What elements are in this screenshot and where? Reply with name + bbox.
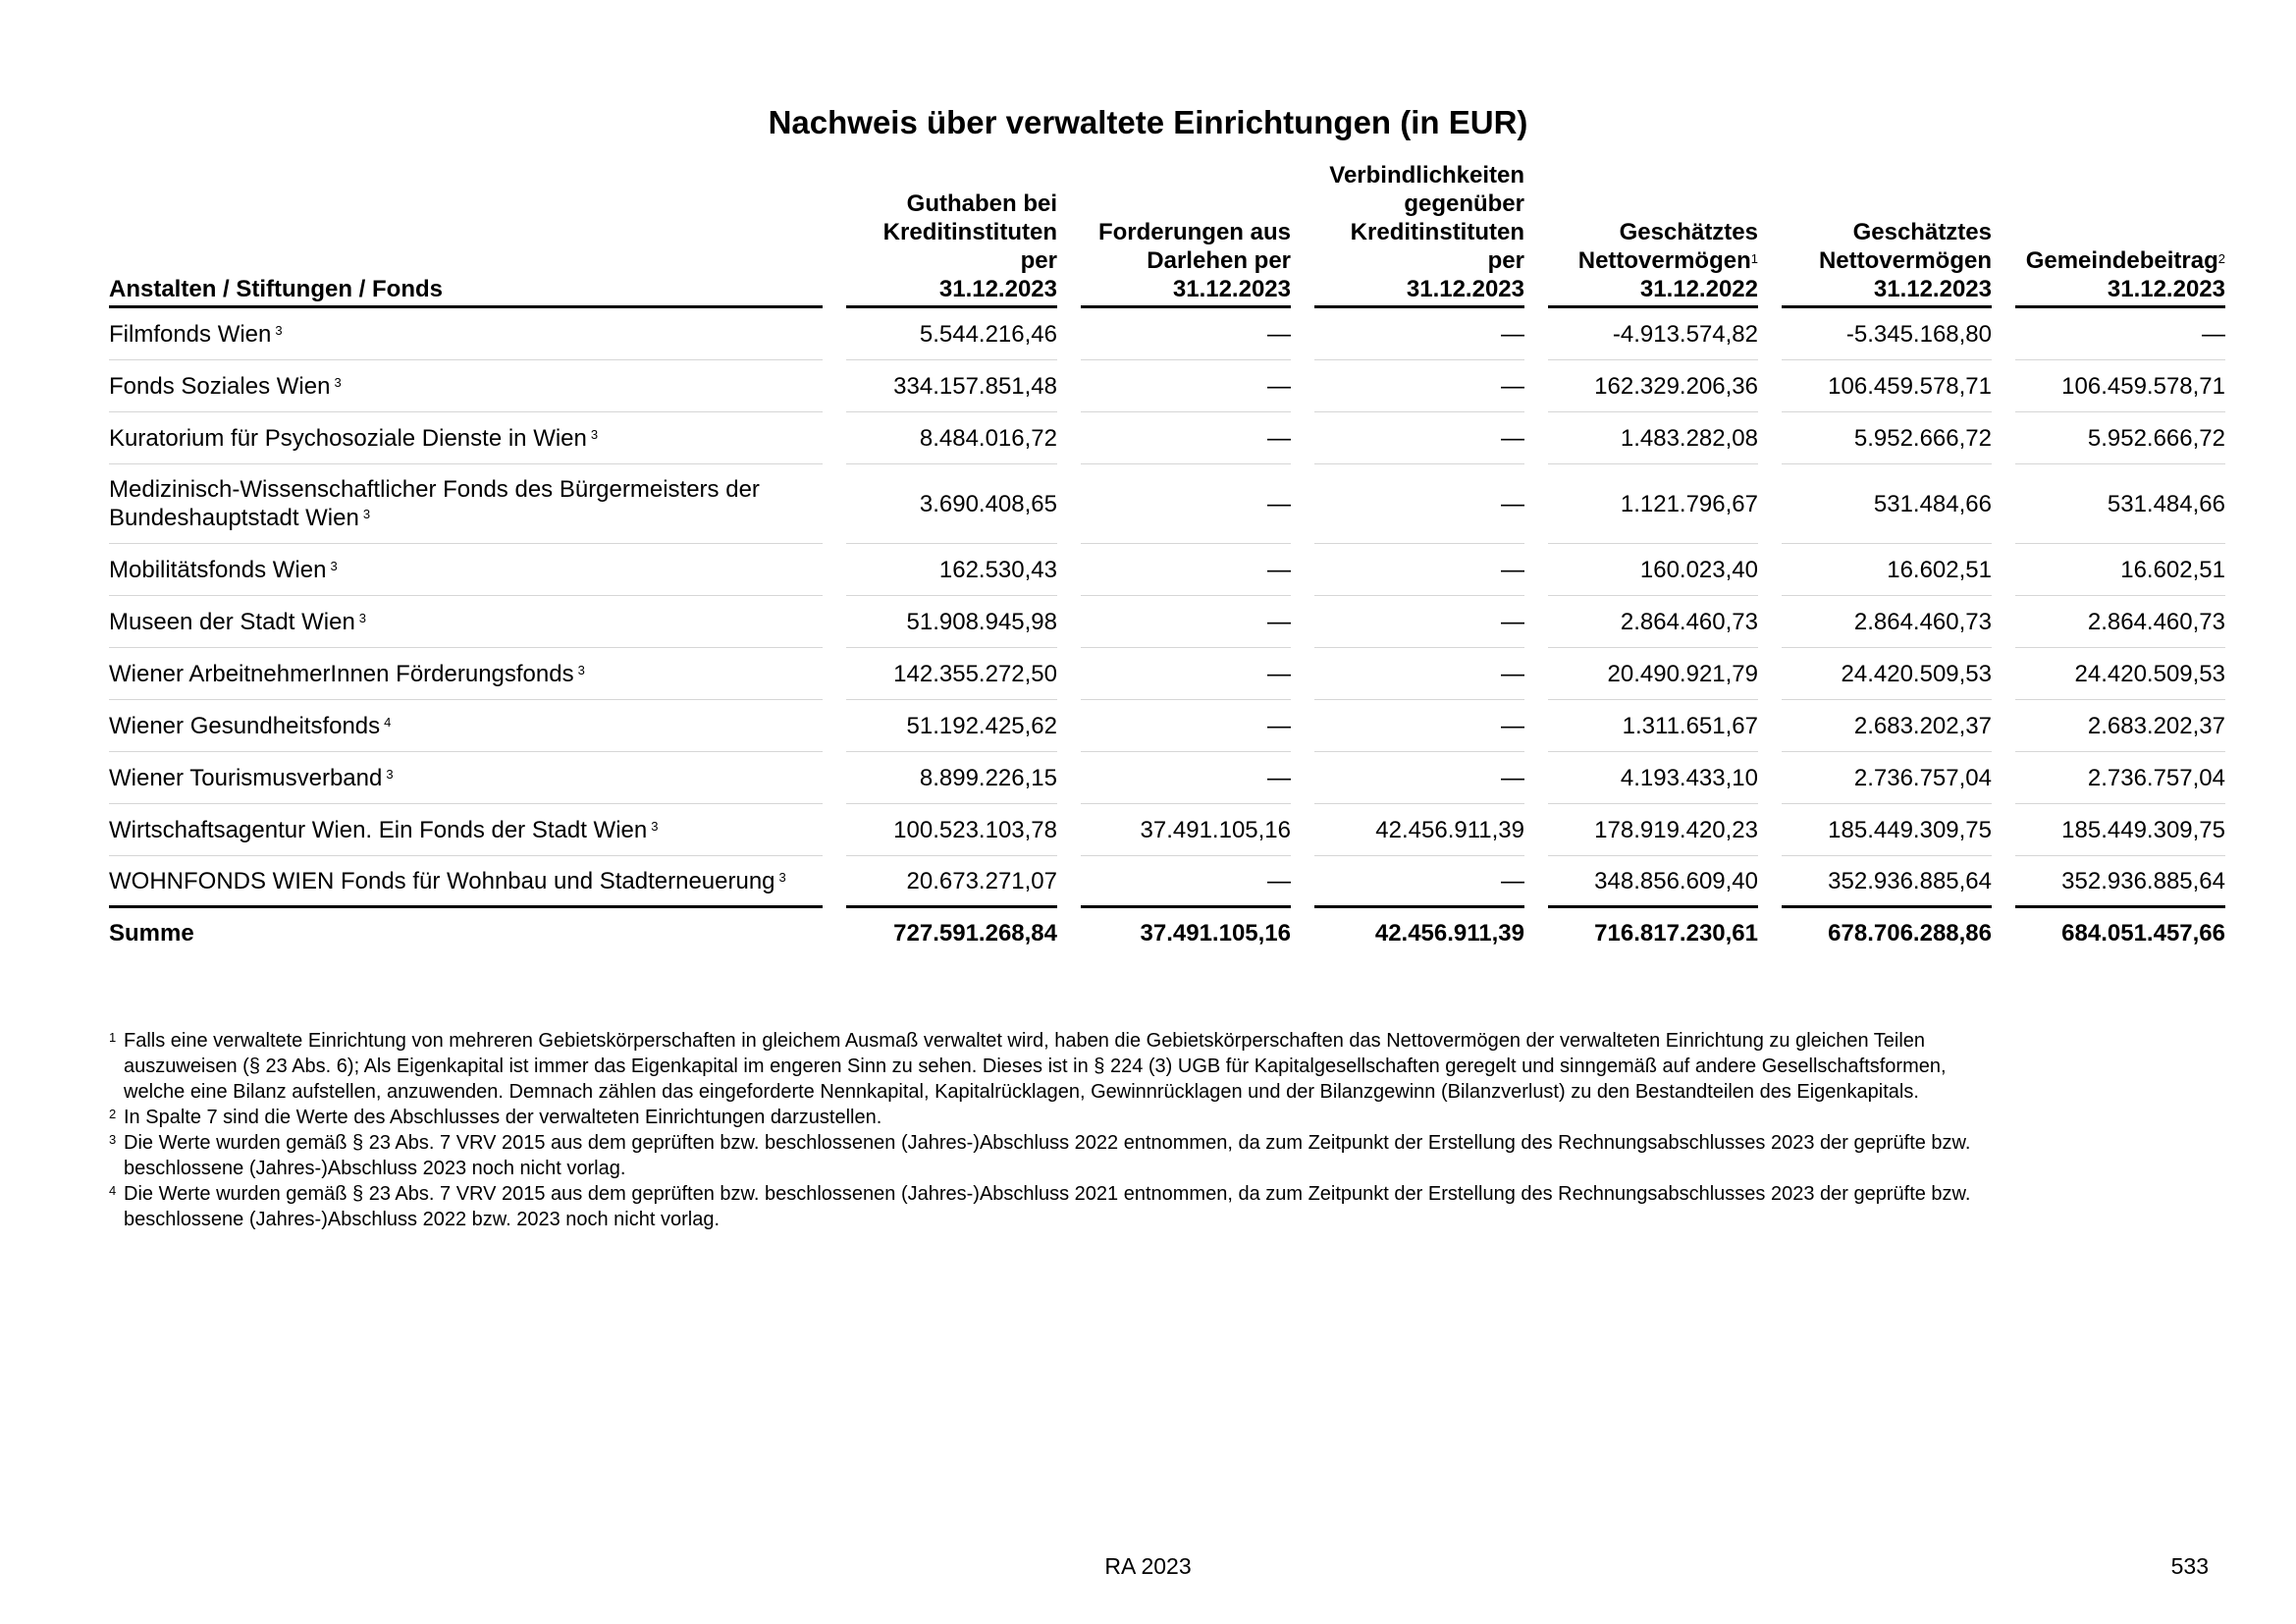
footnote (109, 1105, 2200, 1130)
amount-cell: 1.121.796,67 (1548, 464, 1758, 544)
column-header (1548, 161, 1758, 308)
institution-name-text: Wirtschaftsagentur Wien. Ein Fonds der Stadt Wien (109, 816, 648, 843)
column-gap (1291, 752, 1314, 804)
amount-cell: 2.864.460,73 (1548, 596, 1758, 648)
footnote-marker: 3 (651, 818, 659, 834)
column-header (109, 161, 823, 308)
total-amount-cell: 37.491.105,16 (1140, 919, 1291, 947)
institution-name (109, 596, 823, 648)
column-gap (1524, 596, 1548, 648)
column-gap (1057, 412, 1081, 464)
institution-name (109, 804, 823, 856)
footnote-marker: 3 (358, 610, 367, 625)
amount-cell: 42.456.911,39 (1314, 804, 1524, 856)
amount-cell: 162.530,43 (846, 544, 1057, 596)
institution-name-text: Wiener ArbeitnehmerInnen Förderungsfonds (109, 660, 574, 687)
column-gap (1057, 596, 1081, 648)
amount-cell: 531.484,66 (2015, 464, 2225, 544)
amount-cell: — (1081, 360, 1291, 412)
column-gap (1992, 308, 2015, 360)
column-gap (1758, 412, 1782, 464)
footnote-marker: 3 (275, 322, 283, 338)
footnote-marker: 3 (334, 374, 342, 390)
column-header-line: Gemeindebeitrag (2025, 247, 2218, 274)
institution-name (109, 412, 823, 464)
column-gap (1524, 908, 1548, 957)
institution-name-text: Fonds Soziales Wien (109, 372, 331, 400)
column-gap (1291, 596, 1314, 648)
column-gap (1992, 804, 2015, 856)
table-row (109, 308, 2225, 360)
amount-cell: 334.157.851,48 (846, 360, 1057, 412)
footnote-number: 1 (109, 1030, 117, 1045)
column-gap (1057, 856, 1081, 908)
column-header-line: Nettovermögen (1577, 247, 1751, 274)
amount-cell: 3.690.408,65 (846, 464, 1057, 544)
column-gap (1992, 856, 2015, 908)
amount-cell: 162.329.206,36 (1548, 360, 1758, 412)
column-gap (1291, 856, 1314, 908)
amount-cell: 178.919.420,23 (1548, 804, 1758, 856)
column-gap (1758, 700, 1782, 752)
column-header (2015, 161, 2225, 308)
amount-cell: — (1081, 700, 1291, 752)
table-row (109, 856, 2225, 908)
column-gap (1524, 464, 1548, 544)
column-gap (823, 360, 846, 412)
column-gap (1057, 308, 1081, 360)
column-gap (1291, 908, 1314, 957)
column-gap (1057, 360, 1081, 412)
column-gap (1524, 804, 1548, 856)
column-gap (1992, 161, 2015, 308)
column-gap (1291, 544, 1314, 596)
amount-cell: 352.936.885,64 (2015, 856, 2225, 908)
column-header-line: per (1487, 247, 1524, 274)
amount-cell: — (1314, 464, 1524, 544)
institution-name (109, 648, 823, 700)
footnote-marker: 2 (2217, 251, 2225, 266)
column-header-line: 31.12.2023 (1406, 276, 1524, 302)
column-gap (823, 804, 846, 856)
column-gap (1524, 161, 1548, 308)
institution-name-text: Kuratorium für Psychosoziale Dienste in Wien (109, 424, 587, 452)
column-gap (823, 544, 846, 596)
column-header (1081, 161, 1291, 308)
amount-cell: — (1314, 752, 1524, 804)
column-header-line: Nettovermögen (1818, 247, 1992, 274)
amount-cell: 142.355.272,50 (846, 648, 1057, 700)
institution-name-text: Wiener Gesundheitsfonds (109, 712, 381, 739)
amount-cell: 16.602,51 (1782, 544, 1992, 596)
managed-institutions-table (109, 161, 2225, 957)
column-header-line: Darlehen per (1147, 247, 1291, 274)
total-amount-cell: 684.051.457,66 (2061, 919, 2225, 947)
institution-name (109, 700, 823, 752)
footnote-marker: 3 (778, 869, 786, 885)
table-row (109, 464, 2225, 544)
amount-cell: 2.736.757,04 (1782, 752, 1992, 804)
amount-cell: 37.491.105,16 (1081, 804, 1291, 856)
footnote-line: Die Werte wurden gemäß § 23 Abs. 7 VRV 2015 aus dem geprüften bzw. beschlossenen (Jahres-)Abschluss 2022 entnommen, da zum Zeitpunkt der Erstellung des Rechnungsabschlusses 2023 der geprüfte bzw. (124, 1132, 1971, 1154)
amount-cell: — (1081, 412, 1291, 464)
institution-name-text: Medizinisch-Wissenschaftlicher Fonds des Bürgermeisters der (109, 476, 760, 503)
amount-cell: 5.544.216,46 (846, 308, 1057, 360)
institution-name (109, 360, 823, 412)
column-gap (1524, 412, 1548, 464)
amount-cell: — (1314, 700, 1524, 752)
amount-cell: 348.856.609,40 (1548, 856, 1758, 908)
footnote-number: 3 (109, 1132, 117, 1147)
column-gap (1992, 596, 2015, 648)
table-row (109, 804, 2225, 856)
amount-cell: — (1081, 596, 1291, 648)
footnote-line: beschlossene (Jahres-)Abschluss 2022 bzw. 2023 noch nicht vorlag. (124, 1209, 721, 1230)
amount-cell: 2.736.757,04 (2015, 752, 2225, 804)
institution-name (109, 464, 823, 544)
column-gap (1057, 464, 1081, 544)
column-gap (823, 648, 846, 700)
column-gap (1992, 464, 2015, 544)
column-gap (1992, 908, 2015, 957)
amount-cell: 185.449.309,75 (2015, 804, 2225, 856)
footnote-number: 2 (109, 1107, 117, 1121)
column-gap (1057, 752, 1081, 804)
page-title: Nachweis über verwaltete Einrichtungen (in EUR) (768, 104, 1528, 140)
column-gap (1758, 648, 1782, 700)
column-gap (823, 412, 846, 464)
institution-name-text: Mobilitätsfonds Wien (109, 556, 327, 583)
column-header-line: Verbindlichkeiten (1329, 162, 1524, 189)
amount-cell: — (1314, 308, 1524, 360)
institution-name (109, 544, 823, 596)
column-gap (1524, 700, 1548, 752)
column-gap (1524, 648, 1548, 700)
total-amount-cell: 727.591.268,84 (893, 919, 1057, 947)
table-row (109, 412, 2225, 464)
column-gap (1992, 752, 2015, 804)
column-header-line: 31.12.2022 (1639, 276, 1758, 302)
column-gap (823, 908, 846, 957)
total-label: Summe (109, 919, 194, 947)
column-header-line: Anstalten / Stiftungen / Fonds (109, 276, 443, 302)
table-row (109, 752, 2225, 804)
column-header-line: 31.12.2023 (1172, 276, 1291, 302)
column-gap (1057, 700, 1081, 752)
column-gap (1291, 308, 1314, 360)
column-gap (823, 856, 846, 908)
amount-cell: 352.936.885,64 (1782, 856, 1992, 908)
table-row (109, 596, 2225, 648)
amount-cell: 185.449.309,75 (1782, 804, 1992, 856)
column-gap (823, 596, 846, 648)
amount-cell: 160.023,40 (1548, 544, 1758, 596)
column-gap (1524, 752, 1548, 804)
footer-report-label: RA 2023 (1104, 1553, 1192, 1579)
amount-cell: — (1081, 464, 1291, 544)
footnote-line: Falls eine verwaltete Einrichtung von mehreren Gebietskörperschaften in gleichem Ausmaß verwaltet wird, haben die Gebietskörperschaften das Nettovermögen der verwalteten Einrichtung zu gleichen Teilen (124, 1030, 1926, 1052)
amount-cell: 4.193.433,10 (1548, 752, 1758, 804)
institution-name (109, 856, 823, 908)
total-amount-cell: 716.817.230,61 (1594, 919, 1758, 947)
column-gap (1291, 464, 1314, 544)
column-header (846, 161, 1057, 308)
column-gap (823, 752, 846, 804)
column-gap (823, 161, 846, 308)
column-header-line: Guthaben bei (906, 190, 1057, 217)
column-gap (1057, 648, 1081, 700)
column-gap (1524, 308, 1548, 360)
column-header-line: Forderungen aus (1097, 219, 1291, 245)
column-gap (1291, 360, 1314, 412)
amount-cell: — (1314, 856, 1524, 908)
footnote-marker: 3 (590, 426, 599, 442)
column-gap (823, 700, 846, 752)
institution-name (109, 308, 823, 360)
column-gap (1057, 161, 1081, 308)
amount-cell: 20.673.271,07 (846, 856, 1057, 908)
amount-cell: 106.459.578,71 (1782, 360, 1992, 412)
footnote-marker: 4 (384, 714, 392, 730)
column-gap (1758, 856, 1782, 908)
amount-cell: 20.490.921,79 (1548, 648, 1758, 700)
amount-cell: 8.484.016,72 (846, 412, 1057, 464)
column-header-line: Kreditinstituten (882, 219, 1057, 245)
footnote-marker: 3 (362, 507, 371, 521)
column-gap (1758, 596, 1782, 648)
total-amount-cell: 678.706.288,86 (1828, 919, 1992, 947)
column-gap (1992, 700, 2015, 752)
footnote (109, 1181, 2200, 1232)
column-header (1782, 161, 1992, 308)
column-gap (1291, 700, 1314, 752)
table-row (109, 544, 2225, 596)
column-header-line: gegenüber (1404, 190, 1524, 217)
amount-cell: — (1314, 544, 1524, 596)
column-gap (1758, 464, 1782, 544)
institution-name-text: Museen der Stadt Wien (109, 608, 355, 635)
column-gap (1758, 544, 1782, 596)
column-header (1314, 161, 1524, 308)
column-gap (1524, 544, 1548, 596)
column-header-line: 31.12.2023 (1873, 276, 1992, 302)
institution-name (109, 752, 823, 804)
footnote-line: auszuweisen (§ 23 Abs. 6); Als Eigenkapital ist immer das Eigenkapital im engeren Sinn zu sehen. Dieses ist in § 224 (3) UGB für Kapitalgesellschaften geregelt und sinngemäß auf andere Gesellschaftsformen, (124, 1056, 1947, 1077)
column-gap (1524, 856, 1548, 908)
amount-cell: 5.952.666,72 (1782, 412, 1992, 464)
footnote-marker: 3 (330, 558, 338, 573)
footnote (109, 1028, 2200, 1105)
amount-cell: 51.908.945,98 (846, 596, 1057, 648)
footnote-line: Die Werte wurden gemäß § 23 Abs. 7 VRV 2015 aus dem geprüften bzw. beschlossenen (Jahres-)Abschluss 2021 entnommen, da zum Zeitpunkt der Erstellung des Rechnungsabschlusses 2023 der geprüfte bzw. (124, 1183, 1971, 1205)
table-header-row (109, 161, 2225, 308)
amount-cell: — (1314, 360, 1524, 412)
column-header-line: 31.12.2023 (2107, 276, 2225, 302)
column-gap (1992, 648, 2015, 700)
footnote-marker: 3 (386, 766, 394, 782)
amount-cell: 2.864.460,73 (2015, 596, 2225, 648)
footnote-line: welche eine Bilanz aufstellen, anzuwenden. Demnach zählen das eingeforderte Nennkapital, Kapitalrücklagen, Gewinnrücklagen und der Bilanzgewinn (Bilanzverlust) zu den Bestandteilen des Eigenkapitals. (124, 1081, 1919, 1103)
amount-cell: — (1314, 648, 1524, 700)
footnote-marker: 1 (1750, 251, 1758, 266)
footnote-line: In Spalte 7 sind die Werte des Abschlusses der verwalteten Einrichtungen darzustellen. (124, 1107, 882, 1128)
amount-cell: 531.484,66 (1782, 464, 1992, 544)
institution-name-text: WOHNFONDS WIEN Fonds für Wohnbau und Stadterneuerung (109, 867, 775, 894)
amount-cell: 16.602,51 (2015, 544, 2225, 596)
column-gap (823, 308, 846, 360)
column-gap (1758, 908, 1782, 957)
footnotes (109, 1028, 2200, 1232)
column-header-line: Kreditinstituten (1350, 219, 1524, 245)
column-gap (1057, 804, 1081, 856)
footnote-marker: 3 (577, 662, 585, 677)
amount-cell: 2.864.460,73 (1782, 596, 1992, 648)
amount-cell: 51.192.425,62 (846, 700, 1057, 752)
institution-name-text: Filmfonds Wien (109, 320, 272, 348)
column-gap (1758, 161, 1782, 308)
amount-cell: — (2015, 308, 2225, 360)
table-row (109, 700, 2225, 752)
amount-cell: -5.345.168,80 (1782, 308, 1992, 360)
amount-cell: — (1081, 648, 1291, 700)
amount-cell: 24.420.509,53 (2015, 648, 2225, 700)
table-row (109, 360, 2225, 412)
column-gap (1057, 544, 1081, 596)
amount-cell: -4.913.574,82 (1548, 308, 1758, 360)
column-gap (1758, 752, 1782, 804)
amount-cell: — (1081, 752, 1291, 804)
amount-cell: 24.420.509,53 (1782, 648, 1992, 700)
amount-cell: — (1081, 544, 1291, 596)
column-header-line: Geschätztes (1619, 219, 1758, 245)
footnote-text (124, 1028, 2200, 1105)
institution-name-text: Bundeshauptstadt Wien (109, 505, 359, 531)
footnote-text (124, 1130, 2200, 1181)
column-gap (1992, 412, 2015, 464)
amount-cell: 2.683.202,37 (1782, 700, 1992, 752)
column-header-line: Geschätztes (1852, 219, 1992, 245)
footnote-line: beschlossene (Jahres-)Abschluss 2023 noch nicht vorlag. (124, 1158, 626, 1179)
amount-cell: 106.459.578,71 (2015, 360, 2225, 412)
institution-name-text: Wiener Tourismusverband (109, 764, 383, 791)
amount-cell: 1.483.282,08 (1548, 412, 1758, 464)
amount-cell: 5.952.666,72 (2015, 412, 2225, 464)
amount-cell: — (1314, 596, 1524, 648)
amount-cell: 100.523.103,78 (846, 804, 1057, 856)
column-gap (1524, 360, 1548, 412)
column-gap (823, 464, 846, 544)
total-amount-cell: 42.456.911,39 (1374, 919, 1524, 947)
amount-cell: — (1081, 856, 1291, 908)
column-gap (1992, 360, 2015, 412)
table-row (109, 648, 2225, 700)
footnote (109, 1130, 2200, 1181)
footnote-text (124, 1181, 2200, 1232)
column-header-line: per (1020, 247, 1057, 274)
column-gap (1758, 360, 1782, 412)
column-gap (1758, 308, 1782, 360)
amount-cell: — (1081, 308, 1291, 360)
column-gap (1758, 804, 1782, 856)
footnote-number: 4 (109, 1183, 117, 1198)
total-row (109, 908, 2225, 957)
amount-cell: 8.899.226,15 (846, 752, 1057, 804)
column-gap (1291, 161, 1314, 308)
amount-cell: 2.683.202,37 (2015, 700, 2225, 752)
column-gap (1291, 648, 1314, 700)
footnote-text (124, 1105, 2200, 1130)
page-number: 533 (2170, 1553, 2209, 1579)
amount-cell: 1.311.651,67 (1548, 700, 1758, 752)
amount-cell: — (1314, 412, 1524, 464)
column-gap (1057, 908, 1081, 957)
column-gap (1291, 412, 1314, 464)
column-gap (1992, 544, 2015, 596)
column-gap (1291, 804, 1314, 856)
column-header-line: 31.12.2023 (938, 276, 1057, 302)
